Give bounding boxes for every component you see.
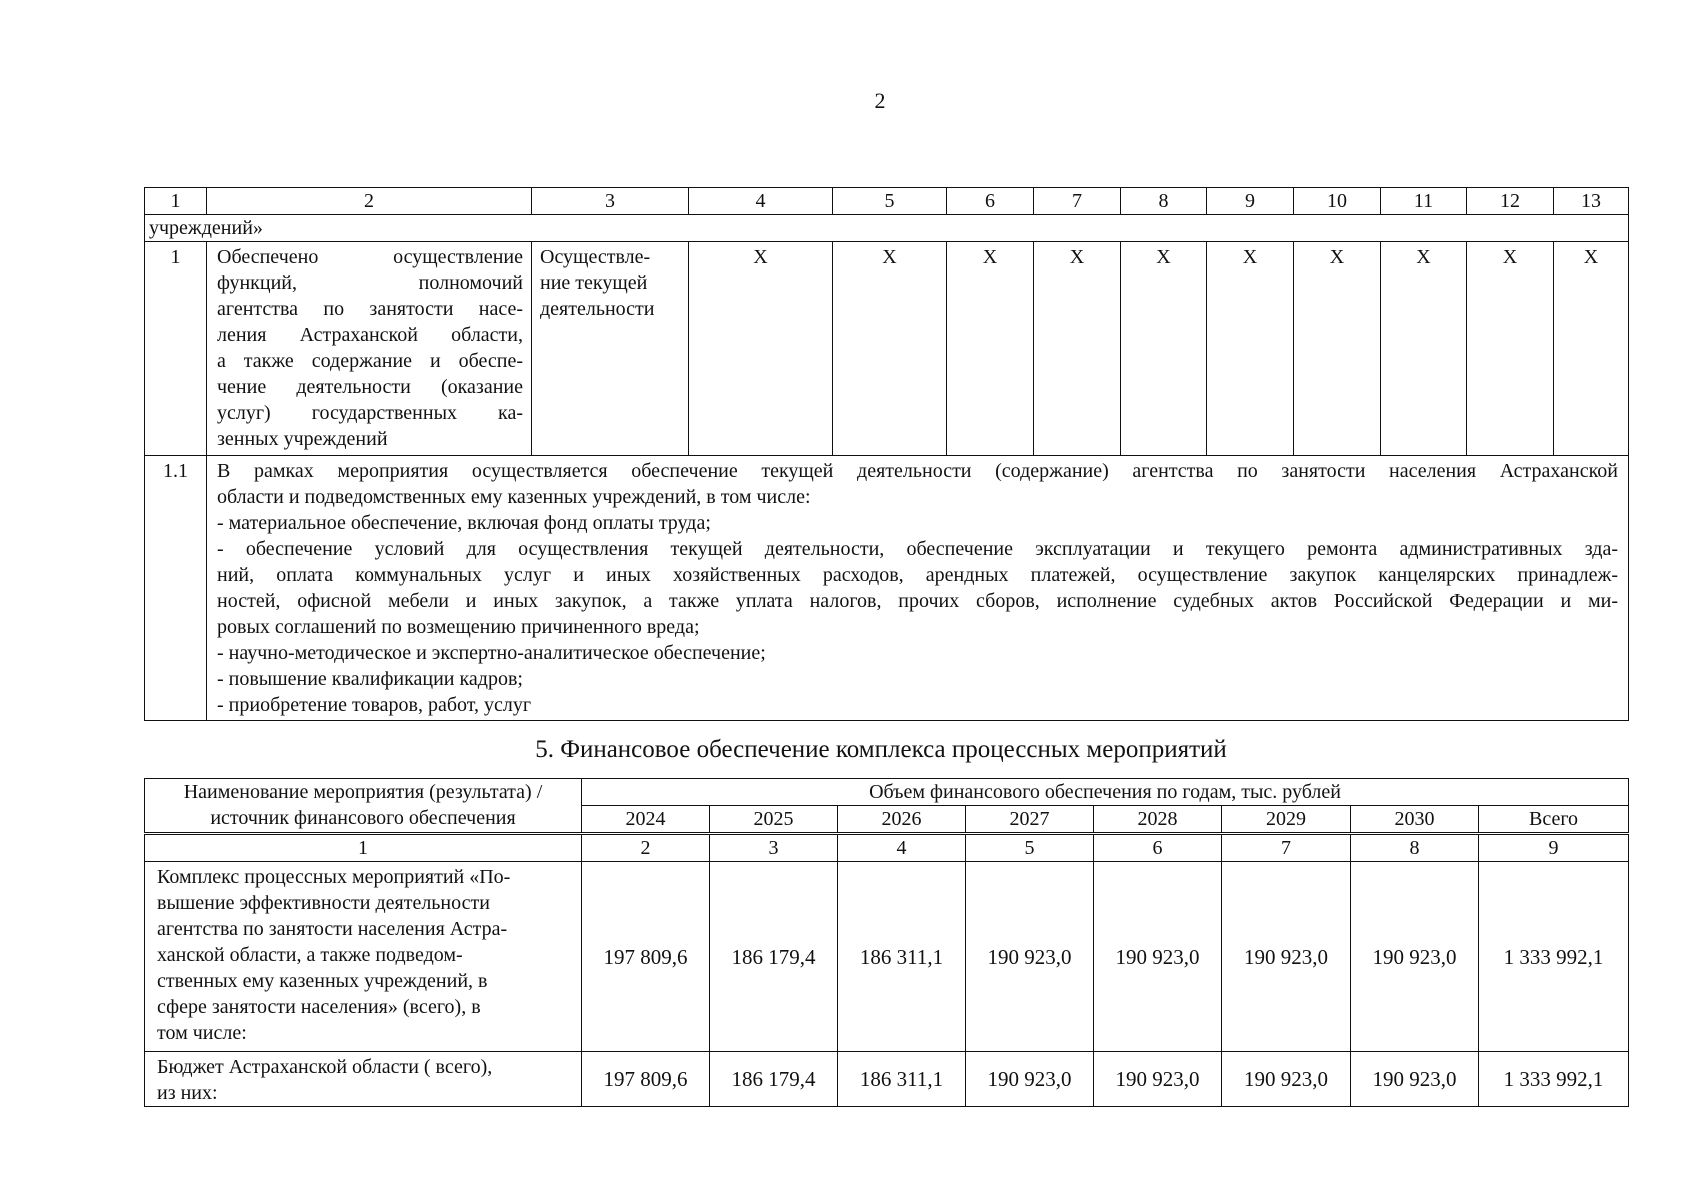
column-number: 5 [833,188,947,215]
description-line: - приобретение товаров, работ, услуг [217,694,532,716]
table-row [145,862,1629,1052]
program-name-line: агентства по занятости населения Астра- [157,918,508,940]
description-line: ровых соглашений по возмещению причиненного вреда; [217,616,700,638]
total-value-cell: 1 333 992,1 [1479,862,1629,1052]
measure-name-line: функций, полномочий [217,272,523,294]
column-number: 5 [966,834,1094,862]
program-name-line: Комплекс процессных мероприятий «По- [157,866,511,888]
value-cell: 190 923,0 [966,862,1094,1052]
value-cell: 186 311,1 [838,1052,966,1107]
measure-name-line: услуг) государственных ка- [217,402,523,424]
column-number: 11 [1381,188,1467,215]
cross-mark: X [1207,242,1294,456]
program-name-line: том числе: [157,1022,247,1044]
total-value-cell: 1 333 992,1 [1479,1052,1629,1107]
measure-name [207,242,532,456]
source-name-line: Бюджет Астраханской области ( всего), [157,1056,493,1078]
column-number: 3 [532,188,689,215]
description-line: - обеспечение условий для осуществления текущей деятельности, обеспечение эксплуатации и текущего ремонта административных зда- [217,538,1618,560]
column-number: 8 [1351,834,1479,862]
program-name-line: вышение эффективности деятельности [157,892,490,914]
continuation-row [145,215,1629,242]
measure-type-line: ние текущей [540,272,648,294]
column-number: 4 [838,834,966,862]
page-number: 2 [874,88,886,113]
cross-mark: X [689,242,833,456]
cross-mark: X [947,242,1034,456]
cross-mark: X [1034,242,1121,456]
cross-mark: X [1294,242,1381,456]
table-row [145,1052,1629,1107]
column-number: 6 [1094,834,1222,862]
name-header-line: Наименование мероприятия (результата) / [183,781,543,803]
program-name-line: сфере занятости населения» (всего), в [157,996,481,1018]
description-line: - материальное обеспечение, включая фонд оплаты труда; [217,512,711,534]
column-number: 8 [1121,188,1207,215]
cross-mark: X [1381,242,1467,456]
program-name [145,862,582,1052]
description-line: В рамках мероприятия осуществляется обеспечение текущей деятельности (содержание) агентства по занятости населения Астраханской [217,460,1618,482]
column-number: 3 [710,834,838,862]
value-cell: 190 923,0 [1351,862,1479,1052]
measure-name-line: зенных учреждений [217,428,388,450]
table-row [145,456,1629,721]
column-number: 12 [1467,188,1554,215]
column-number: 6 [947,188,1034,215]
measure-type-line: Осуществле- [540,246,651,268]
cross-mark: X [1121,242,1207,456]
total-header: Всего [1479,806,1629,834]
value-cell: 186 179,4 [710,862,838,1052]
description-line: ностей, офисной мебели и иных закупок, а также уплата налогов, прочих сборов, исполнение судебных актов Российской Федерации и ми- [217,590,1618,612]
program-name-line: ханской области, а также подведом- [157,944,463,966]
value-cell: 190 923,0 [966,1052,1094,1107]
value-cell: 190 923,0 [1094,862,1222,1052]
row-number: 1.1 [145,456,207,721]
value-cell: 186 311,1 [838,862,966,1052]
measures-table [144,187,1629,721]
value-cell: 197 809,6 [582,862,710,1052]
value-cell: 190 923,0 [1094,1052,1222,1107]
column-number: 1 [145,834,582,862]
column-number: 2 [207,188,532,215]
year-header: 2024 [582,806,710,834]
column-number: 7 [1034,188,1121,215]
measure-name-line: агентства по занятости насе- [217,298,523,320]
column-number: 4 [689,188,833,215]
source-name-line: из них: [157,1082,218,1104]
year-header: 2025 [710,806,838,834]
year-header: 2028 [1094,806,1222,834]
year-header: 2027 [966,806,1094,834]
continuation-text: учреждений» [145,215,1629,242]
column-number: 13 [1554,188,1629,215]
cross-mark: X [1554,242,1629,456]
column-number: 10 [1294,188,1381,215]
measure-name-line: чение деятельности (оказание [217,376,523,398]
cross-mark: X [833,242,947,456]
section-title: 5. Финансовое обеспечение комплекса процессных мероприятий [535,736,1227,763]
column-number-row [145,188,1629,215]
name-column-header [145,779,582,834]
column-number-row [145,834,1629,862]
measure-description [207,456,1629,721]
column-number: 1 [145,188,207,215]
program-name-line: ственных ему казенных учреждений, в [157,970,488,992]
financing-table [144,778,1629,1107]
table-row [145,242,1629,456]
value-cell: 190 923,0 [1222,862,1351,1052]
measure-type-line: деятельности [540,298,655,320]
description-line: ний, оплата коммунальных услуг и иных хозяйственных расходов, арендных платежей, осуществление закупок канцелярских принадлеж- [217,564,1618,586]
description-line: - научно-методическое и экспертно-аналитическое обеспечение; [217,642,766,664]
cross-mark: X [1467,242,1554,456]
column-number: 2 [582,834,710,862]
row-number: 1 [145,242,207,456]
value-cell: 197 809,6 [582,1052,710,1107]
value-cell: 186 179,4 [710,1052,838,1107]
column-number: 9 [1207,188,1294,215]
name-header-line: источник финансового обеспечения [210,807,516,829]
description-line: области и подведомственных ему казенных учреждений, в том числе: [217,486,811,508]
measure-name-line: а также содержание и обеспе- [217,350,523,372]
measure-type [532,242,689,456]
column-number: 7 [1222,834,1351,862]
volume-header: Объем финансового обеспечения по годам, тыс. рублей [582,779,1629,806]
value-cell: 190 923,0 [1351,1052,1479,1107]
measure-name-line: Обеспечено осуществление [217,246,523,268]
year-header: 2030 [1351,806,1479,834]
year-header: 2026 [838,806,966,834]
year-header: 2029 [1222,806,1351,834]
description-line: - повышение квалификации кадров; [217,668,523,690]
value-cell: 190 923,0 [1222,1052,1351,1107]
source-name [145,1052,582,1107]
column-number: 9 [1479,834,1629,862]
measure-name-line: ления Астраханской области, [217,324,523,346]
header-row [145,779,1629,806]
